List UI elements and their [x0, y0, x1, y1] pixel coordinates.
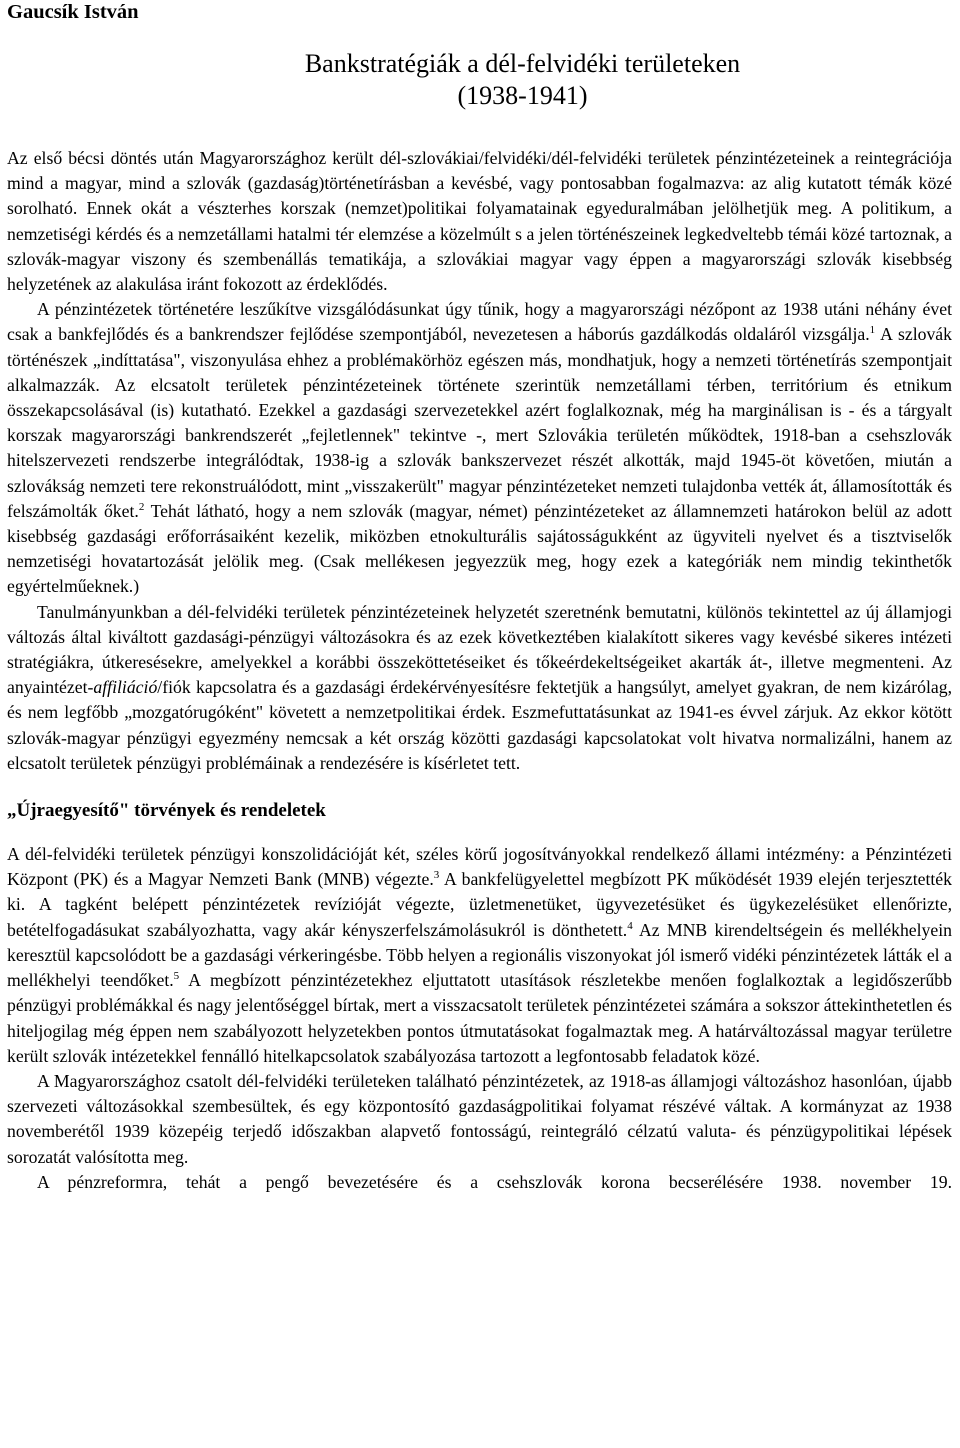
section-spacer: [7, 823, 952, 842]
paragraph-text: A megbízott pénzintézetekhez eljuttatott utasítások részletekbe menően foglalkoztak a legidőszerűbb pénzügyi problémákkal és nagy jelentőséggel bírtak, mert a visszacsatolt területek pénzintézetei számára a sokszor áttekinthetetlen és hiteljogilag még éppen nem szabályozott helyzetekben pontos útmutatásokat fogalmaztak meg. A határváltozással magyar területre került szlovák intézetekkel fennálló hitelkapcsolatok szabályozása tartozott a legfontosabb feladatok közé.: [7, 970, 952, 1066]
section-spacer: [7, 776, 952, 798]
footnote-ref-1[interactable]: 1: [869, 324, 876, 337]
paragraph-study-aims: [7, 600, 952, 776]
paragraph-text: Az MNB kirendeltségein és mellékhelyein keresztül kapcsolódott be a gazdasági vérkeringésbe. Több helyen a regionális viszonyokat jól ismerő vidéki pénzintézetek látták el a mellékhelyi teendőket.: [7, 919, 953, 991]
footnote-ref-3[interactable]: 3: [433, 869, 440, 882]
emphasized-term: affiliáció: [93, 677, 158, 698]
title-line-2: (1938-1941): [457, 81, 588, 110]
footnote-ref-5[interactable]: 5: [173, 970, 180, 983]
paragraph-consolidation: [7, 842, 952, 1069]
paragraph-text: A dél-felvidéki területek pénzügyi konszolidációját két, széles körű jogosítványokkal rendelkező állami intézmény: a Pénzintézeti Központ (PK) és a Magyar Nemzeti Bank (MNB) végezte.: [7, 844, 952, 890]
paragraph-text: A szlovák történészek „indíttatása", viszonyulása ehhez a problémakörhöz egészen más, mondhatjuk, hogy a nemzeti történetírás szempontjait alkalmazzák. Az elcsatolt területek pénzintézeteinek története szerintük nemzetállami térben, territórium és etnikum összekapcsolásával (is) kutatható. Ezekkel a gazdasági szervezetekkel azért foglalkoznak, még ha marginálisan is - és a tárgyalt korszak magyarországi bankrendszerét „fejletlennek" tekintve -, mert Szlovákia területén működtek, 1918-ban a csehszlovák hitelszervezeti rendszerbe integrálódtak, 1938-ig a szlovák bankszervezet részét alkották, majd 1945-öt követően, miután a szlovákság nemzeti tere rekonstruálódott, mint „visszakerült" magyar pénzintézeteket nemzeti tulajdonba vették át, államosították és felszámolták őket.: [7, 324, 952, 521]
footnote-ref-4[interactable]: 4: [627, 919, 633, 932]
paragraph-intro: Az első bécsi döntés után Magyarországhoz került dél-szlovákiai/felvidéki/dél-felvidéki területek pénzintézeteinek a reintegrációja mind a magyar, mind a szlovák (gazdaság)történetírásban a kevésbé, vagy pontosabban fogalmazva: az alig kutatott témák közé sorolható. Ennek okát a vészterhes korszak (nemzet)politikai folyamatainak egyeduralmában jelölhetjük meg. A politikum, a nemzetiségi kérdés és a nemzetállami hatalmi tér elemzése a közelmúlt s a jelen történészeinek legkedveltebb témái közé tartoznak, a szlovák-magyar viszony és szembenállás tematikája, a szlovákiai magyar vagy éppen a magyarországi szlovák kisebbség helyzetének az alakulása iránt fokozott az érdeklődés.: [7, 148, 952, 295]
paragraph-historiography: [7, 297, 952, 599]
paragraph-text: Tanulmányunkban a dél-felvidéki területek pénzintézeteinek helyzetét szeretnénk bemutatni, különös tekintettel az új államjogi változás által kiváltott gazdasági-pénzügyi változásokra és az ezek következtében kialakított sikeres vagy kevésbé sikeres intézeti stratégiákra, útkeresésekre, amelyekkel a korábbi összeköttetéseiket és tőkeérdekeltségeiket akarták át-, illetve megmenteni. Az anyaintézet-: [7, 601, 952, 698]
document-title: [93, 48, 952, 112]
title-line-1: Bankstratégiák a dél-felvidéki területeken: [304, 49, 741, 78]
paragraph-text: A bankfelügyelettel megbízott PK működését 1939 elején terjesztették ki. A tagként belépett pénzintézetek revízióját végezte, üzletmenetüket, ügyvezetésüket és ügykezelésüket ellenőrizte, betételfogadásukat szabályozhatta, vagy akár kényszerfelszámolásukról is dönthetett.: [7, 869, 952, 940]
author-name: Gaucsík István: [7, 1, 139, 23]
footnote-ref-2[interactable]: 2: [138, 500, 145, 513]
title-spacer: [7, 112, 952, 146]
paragraph-currency-reform: A pénzreformra, tehát a pengő bevezetésére és a csehszlovák korona becserélésére 1938. november 19.: [37, 1171, 952, 1192]
paragraph-text: Tehát látható, hogy a nem szlovák (magyar, német) pénzintézeteket az államnemzeti határokon belül az adott kisebbség gazdasági erőforrásaiként kezelik, miközben etnokulturális sajátosságukként az ügyviteli nyelvet és a tisztviselők nemzetiségi hovatartozását jelölik meg. (Csak mellékesen jegyezzük meg, hogy ezek a kategóriák nem mindig tekinthetők egyértelműeknek.): [7, 500, 952, 597]
section-heading: „Újraegyesítő" törvények és rendeletek: [7, 800, 326, 822]
paragraph-text: /fiók kapcsolatra és a gazdasági érdekérvényesítésre fektetjük a hangsúlyt, amelyet gyakran, de nem kizárólag, és nem legfőbb „mozgatórugóként" követett a nemzetpolitikai érdek. Eszmefuttatásunkat az 1941-es évvel zárjuk. Az ekkor kötött szlovák-magyar pénzügyi egyezmény nemcsak a két ország közötti gazdasági kapcsolatokat volt hivatva normalizálni, hanem az elcsatolt területek pénzügyi problémáinak a rendezésére is kísérletet tett.: [7, 677, 952, 773]
paragraph-text: A pénzintézetek történetére leszűkítve vizsgálódásunkat úgy tűnik, hogy a magyarországi nézőpont az 1938 utáni néhány évet csak a bankfejlődés és a bankrendszer fejlődése szempontjából, nevezetesen a háborús gazdálkodás oldaláról vizsgálja.: [7, 299, 952, 345]
paragraph-reorganization: A Magyarországhoz csatolt dél-felvidéki területeken található pénzintézetek, az 1918-as államjogi változáshoz hasonlóan, újabb szervezeti változásokkal szembesültek, és egy központosító gazdaságpolitikai folyamat részévé váltak. A kormányzat az 1938 novemberétől 1939 közepéig terjedő időszakban alapvető fontosságú, reintegráló célzatú valuta- és pénzügypolitikai lépések sorozatát valósította meg.: [7, 1070, 952, 1167]
